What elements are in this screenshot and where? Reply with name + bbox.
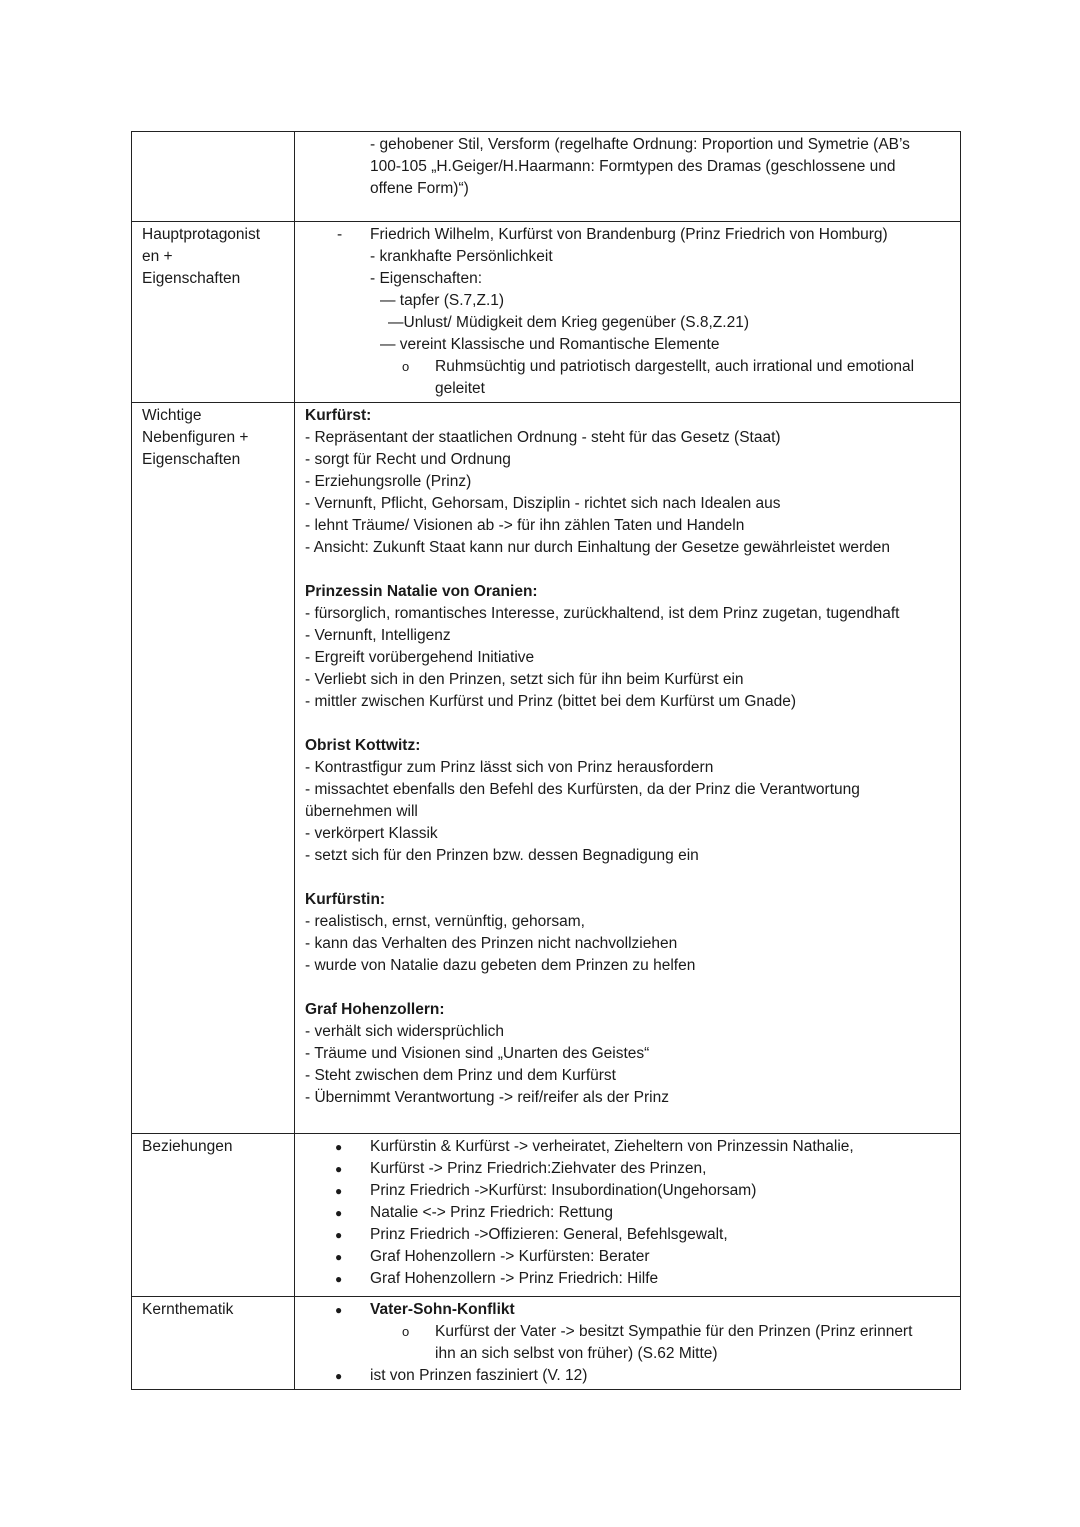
section-heading: Kurfürstin: — [305, 891, 386, 908]
list-item — [305, 224, 952, 246]
text-line: - Steht zwischen dem Prinz und dem Kurfürst — [305, 1067, 616, 1084]
text-line: - setzt sich für den Prinzen bzw. dessen Begnadigung ein — [305, 847, 699, 864]
list-item — [305, 356, 952, 378]
list-item — [305, 1299, 952, 1321]
text-line: ihn an sich selbst von früher) (S.62 Mitte) — [435, 1345, 718, 1362]
label-line: en + — [142, 248, 173, 265]
list-item — [305, 1224, 952, 1246]
row-label — [132, 222, 295, 403]
label-line: Hauptprotagonist — [142, 226, 261, 243]
text-line: - Vernunft, Pflicht, Gehorsam, Disziplin - richtet sich nach Idealen aus — [305, 495, 781, 512]
list-item — [305, 1365, 952, 1387]
list-item — [305, 1268, 952, 1290]
section-heading: Obrist Kottwitz: — [305, 737, 421, 754]
list-item — [305, 1158, 952, 1180]
bullet-icon: ● — [335, 1206, 343, 1220]
text-line: - Eigenschaften: — [370, 270, 483, 287]
text-line: Natalie <-> Prinz Friedrich: Rettung — [370, 1204, 613, 1221]
text-line: - verhält sich widersprüchlich — [305, 1023, 504, 1040]
row-content — [295, 1134, 961, 1297]
label-line: Nebenfiguren + — [142, 429, 249, 446]
text-line: Prinz Friedrich ->Kurfürst: Insubordination(Ungehorsam) — [370, 1182, 757, 1199]
text-line: übernehmen will — [305, 803, 418, 820]
row-content — [295, 132, 961, 222]
list-item — [305, 1246, 952, 1268]
list-item — [305, 1321, 952, 1343]
row-content — [295, 403, 961, 1134]
text-line: - krankhafte Persönlichkeit — [370, 248, 553, 265]
row-label: Beziehungen — [132, 1134, 295, 1297]
text-line: - lehnt Träume/ Visionen ab -> für ihn zählen Taten und Handeln — [305, 517, 745, 534]
text-line: Graf Hohenzollern -> Kurfürsten: Berater — [370, 1248, 650, 1265]
text-line: - realistisch, ernst, vernünftig, gehorsam, — [305, 913, 585, 930]
text-line: Vater-Sohn-Konflikt — [370, 1301, 515, 1318]
text-line: - sorgt für Recht und Ordnung — [305, 451, 511, 468]
row-label: Kernthematik — [132, 1297, 295, 1390]
list-item — [305, 1180, 952, 1202]
text-line: Ruhmsüchtig und patriotisch dargestellt, auch irrational und emotional — [435, 358, 915, 375]
row-content — [295, 222, 961, 403]
text-line: - Kontrastfigur zum Prinz lässt sich von Prinz herausfordern — [305, 759, 714, 776]
text-line: - Vernunft, Intelligenz — [305, 627, 451, 644]
bullet-icon: ● — [335, 1162, 343, 1176]
spacer — [305, 713, 952, 735]
spacer — [305, 977, 952, 999]
text-line: offene Form)“) — [370, 180, 469, 197]
section-heading: Graf Hohenzollern: — [305, 1001, 445, 1018]
text-line: - kann das Verhalten des Prinzen nicht nachvollziehen — [305, 935, 678, 952]
text-line: - Träume und Visionen sind „Unarten des Geistes“ — [305, 1045, 650, 1062]
text-line: - wurde von Natalie dazu gebeten dem Prinzen zu helfen — [305, 957, 696, 974]
bullet-icon: ● — [335, 1140, 343, 1154]
table-row-protagonist — [132, 222, 961, 403]
table-row-core-theme — [132, 1297, 961, 1390]
dash-marker: - — [337, 226, 343, 243]
section-heading: Prinzessin Natalie von Oranien: — [305, 583, 538, 600]
text-line: Kurfürst -> Prinz Friedrich:Ziehvater des Prinzen, — [370, 1160, 707, 1177]
text-line: - Repräsentant der staatlichen Ordnung - steht für das Gesetz (Staat) — [305, 429, 781, 446]
text-line: - Verliebt sich in den Prinzen, setzt sich für ihn beim Kurfürst ein — [305, 671, 744, 688]
bullet-icon: ● — [335, 1369, 343, 1383]
bullet-icon: ● — [335, 1184, 343, 1198]
row-label — [132, 403, 295, 1134]
text-line: Graf Hohenzollern -> Prinz Friedrich: Hilfe — [370, 1270, 659, 1287]
text-line: Kurfürst der Vater -> besitzt Sympathie für den Prinzen (Prinz erinnert — [435, 1323, 913, 1340]
list-item — [305, 1136, 952, 1158]
text-line: geleitet — [435, 380, 485, 397]
text-line: - gehobener Stil, Versform (regelhafte Ordnung: Proportion und Symetrie (AB’s — [370, 136, 910, 153]
bullet-icon: ● — [335, 1303, 343, 1317]
text-line: Prinz Friedrich ->Offizieren: General, Befehlsgewalt, — [370, 1226, 728, 1243]
text-line: - Übernimmt Verantwortung -> reif/reifer als der Prinz — [305, 1089, 669, 1106]
text-line: - Ergreift vorübergehend Initiative — [305, 649, 535, 666]
text-line: Friedrich Wilhelm, Kurfürst von Brandenburg (Prinz Friedrich von Homburg) — [370, 226, 888, 243]
label-line: Eigenschaften — [142, 451, 241, 468]
text-line: - missachtet ebenfalls den Befehl des Kurfürsten, da der Prinz die Verantwortung — [305, 781, 860, 798]
table-row-side-characters — [132, 403, 961, 1134]
analysis-table — [131, 131, 961, 1390]
table-row-relationships — [132, 1134, 961, 1297]
label-line: Eigenschaften — [142, 270, 241, 287]
text-line: 100-105 „H.Geiger/H.Haarmann: Formtypen des Dramas (geschlossene und — [370, 158, 896, 175]
bullet-icon: ● — [335, 1250, 343, 1264]
text-line: —Unlust/ Müdigkeit dem Krieg gegenüber (S.8,Z.21) — [388, 314, 749, 331]
text-line: Kurfürstin & Kurfürst -> verheiratet, Zieheltern von Prinzessin Nathalie, — [370, 1138, 854, 1155]
row-content — [295, 1297, 961, 1390]
bullet-icon: ● — [335, 1228, 343, 1242]
text-line: - verkörpert Klassik — [305, 825, 438, 842]
text-line: - Erziehungsrolle (Prinz) — [305, 473, 472, 490]
circle-bullet-icon: o — [402, 1324, 410, 1339]
list-item — [305, 1202, 952, 1224]
text-line: ist von Prinzen fasziniert (V. 12) — [370, 1367, 588, 1384]
text-line: — tapfer (S.7,Z.1) — [380, 292, 505, 309]
text-line: - Ansicht: Zukunft Staat kann nur durch Einhaltung der Gesetze gewährleistet werden — [305, 539, 891, 556]
circle-bullet-icon: o — [402, 359, 410, 374]
text-line: - mittler zwischen Kurfürst und Prinz (bittet bei dem Kurfürst um Gnade) — [305, 693, 797, 710]
bullet-icon: ● — [335, 1272, 343, 1286]
text-line: - fürsorglich, romantisches Interesse, zurückhaltend, ist dem Prinz zugetan, tugendhaft — [305, 605, 900, 622]
label-line: Wichtige — [142, 407, 202, 424]
text-line: — vereint Klassische und Romantische Elemente — [380, 336, 720, 353]
spacer — [305, 867, 952, 889]
section-heading: Kurfürst: — [305, 407, 372, 424]
row-label — [132, 132, 295, 222]
spacer — [305, 559, 952, 581]
table-row-style — [132, 132, 961, 222]
